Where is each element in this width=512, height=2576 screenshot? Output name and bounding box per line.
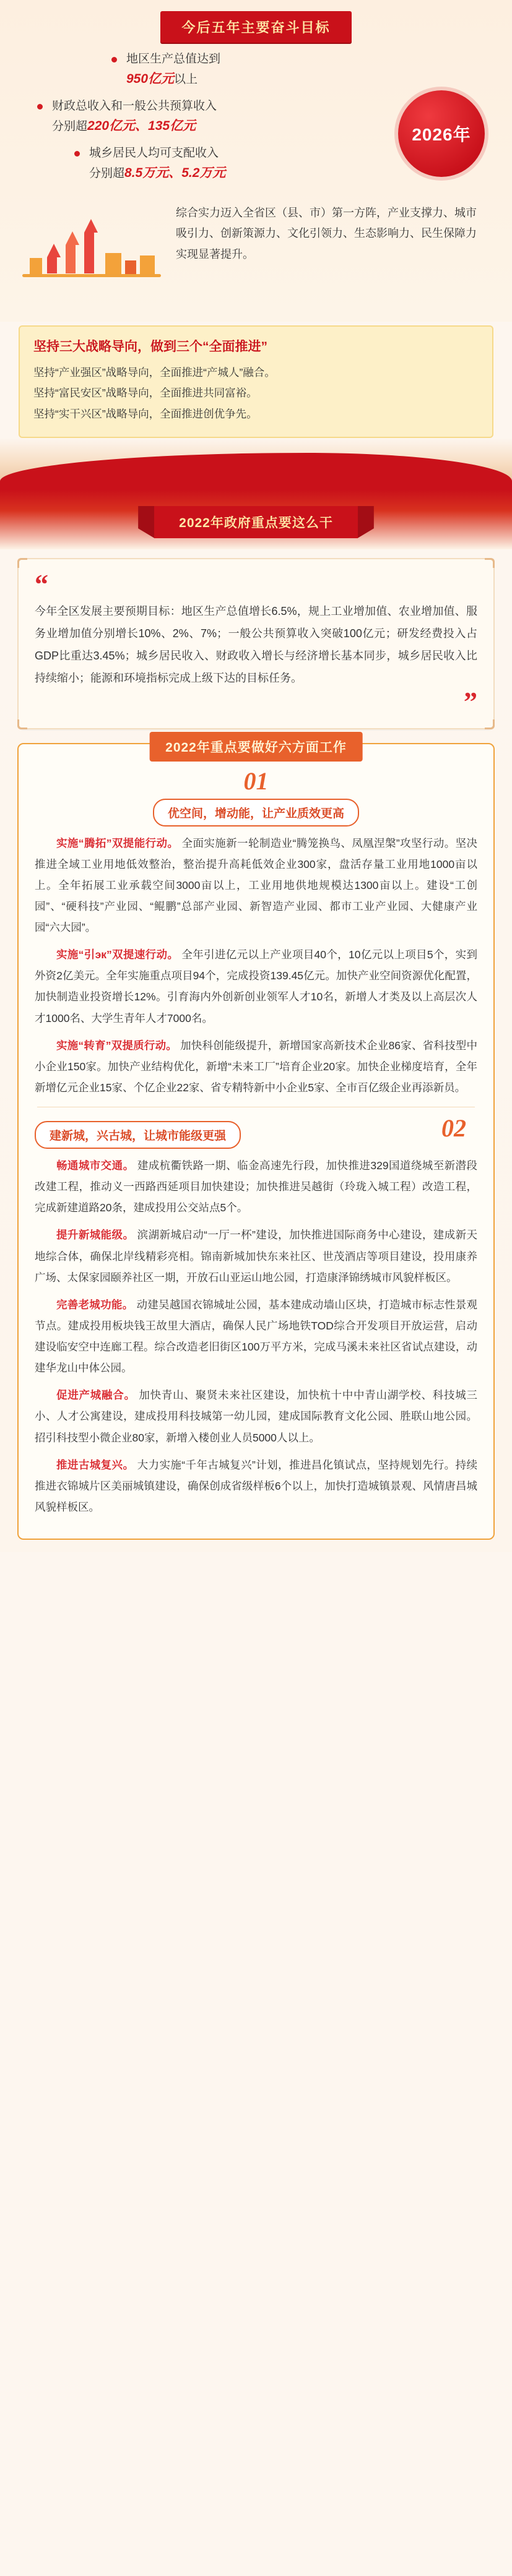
paragraph-lead: 推进古城复兴。	[56, 1458, 134, 1471]
growth-illustration	[19, 199, 167, 292]
section-2022-header-area	[0, 490, 512, 549]
goal-item	[121, 51, 487, 88]
paragraph-lead: 实施“引эк”双提速行动。	[56, 948, 179, 961]
strategy-card	[19, 325, 493, 438]
year-badge-label: 2026年	[412, 125, 471, 144]
building-shape	[105, 253, 121, 274]
bar-shape	[66, 244, 76, 273]
goal-value-1: 950亿元	[126, 71, 175, 86]
bullet-dot-icon	[37, 104, 43, 109]
block-01-paragraph	[35, 833, 477, 938]
intro-row	[0, 199, 512, 292]
arrow-up-icon	[66, 231, 79, 245]
bar-shape	[47, 256, 57, 273]
block-02-number: 02	[441, 1114, 466, 1143]
block-02-paragraph	[35, 1385, 477, 1448]
strategy-line: 坚持“产业强区”战略导向，全面推进“产城人”融合。	[33, 366, 276, 379]
paragraph-text: 建成杭衢铁路一期、临金高速先行段，加快推进329国道绕城至新潜段改建工程，推动义一西路西延项目加快建设；加快推进吴越街（玲珑入城工程）改造工程，完成新建道路20条，建成投用公交站点5个。	[35, 1159, 477, 1214]
paragraph-lead: 完善老城功能。	[56, 1298, 134, 1311]
block-02-paragraph	[35, 1224, 477, 1287]
goal-value-3: 8.5万元、5.2万元	[124, 165, 226, 180]
paragraph-text: 加快科创能级提升，新增国家高新技术企业86家、省科技型中小企业150家。加快产业结构优化，新增“未来工厂”培育企业20家。加快企业梯度培育，全年新增亿元企业15家、个亿企业22家、省专精特新中小企业5家、全市百亿级企业再添新员。	[35, 1039, 477, 1094]
bar-shape	[84, 231, 94, 273]
six-areas-title: 2022年重点要做好六方面工作	[149, 732, 363, 762]
paragraph-text: 动建吴越国衣锦城址公园，基本建成动墙山区块，打造城市标志性景观节点。建成投用板块钱王故里大酒店，确保人民广场地铁TOD综合开发项目开放运营，启动建设临安空中连廊工程。综合改造老旧街区100万平方米，完成马溪未来社区省试点建设，动建华龙山中体公园。	[35, 1298, 478, 1375]
goal-value-2: 220亿元、135亿元	[87, 118, 196, 133]
goal-item	[47, 98, 487, 135]
paragraph-text: 滨湖新城启动“一厅一杯”建设，加快推进国际商务中心建设，建成新天地综合体，确保北岸线精彩亮相。锦南新城加快东来社区、世茂酒店等项目建设，投用康养广场、太保家园颐养社区一期，开放石山亚运山地公园，打造康泽锦绣城市风貌样板区。	[35, 1229, 478, 1284]
bullet-dot-icon	[111, 57, 117, 62]
paragraph-text: 全年引进亿元以上产业项目40个，10亿元以上项目5个，实到外资2亿美元。全年实施重点项目94个，完成投资139.45亿元。加快产业空间资源优化配置，加快制造业投资增长12%。引育海内外创新创业领军人才10名，新增人才类及以上高层次人才1000名、大学生青年人才7000名。	[35, 948, 477, 1024]
strategy-line: 坚持“富民安区”战略导向，全面推进共同富裕。	[33, 387, 258, 400]
paragraph-lead: 实施“转育”双提质行动。	[56, 1039, 178, 1052]
block-01-head	[31, 766, 481, 826]
section-2022-title: 2022年政府重点要这么干	[154, 506, 358, 538]
arrow-up-icon	[84, 219, 98, 233]
goal-item	[84, 145, 487, 182]
ground-line	[22, 274, 161, 277]
corner-decor	[485, 558, 495, 568]
top-banner-section	[0, 0, 512, 322]
paragraph-text: 加快青山、聚贤未来社区建设，加快杭十中中青山湖学校、科技城三小、人才公寓建设，建成投用科技城第一幼儿园，建成国际教育文化公园、胜联山地公园。招引科技型小微企业80家，新增入楼创业人员5000人以上。	[35, 1389, 477, 1444]
goal-text-1: 地区生产总值达到	[126, 53, 221, 66]
block-02-paragraph	[35, 1155, 477, 1218]
paragraph-lead: 提升新城能级。	[56, 1229, 134, 1242]
strategy-title: 坚持三大战略导向，做到三个“全面推进”	[33, 340, 267, 354]
block-01-paragraph	[35, 944, 477, 1029]
corner-decor	[485, 719, 495, 729]
quote-open-icon: “	[35, 569, 48, 599]
banner-title: 今后五年主要奋斗目标	[160, 11, 351, 43]
strategy-line: 坚持“实干兴区”战略导向，全面推进创优争先。	[33, 407, 258, 420]
paragraph-lead: 实施“腾拓”双提能行动。	[56, 836, 179, 849]
six-areas-section	[17, 740, 495, 1540]
goal-tail-1: 以上	[174, 72, 198, 86]
work-block-02	[31, 1116, 481, 1518]
arrow-up-icon	[47, 244, 61, 257]
quote-close-icon: ”	[464, 686, 477, 717]
goal-text-2: 财政总收入和一般公共预算收入	[52, 100, 217, 113]
five-year-goals	[0, 45, 512, 199]
building-shape	[30, 258, 42, 274]
corner-decor	[17, 719, 27, 729]
red-wave-divider	[0, 438, 512, 481]
block-01-number: 01	[243, 766, 269, 795]
goal-prefix-2: 分别超	[52, 119, 88, 133]
wave-shape	[0, 453, 512, 481]
section-2022-body: 今年全区发展主要预期目标：地区生产总值增长6.5%，规上工业增加值、农业增加值、服务业增加值分别增长10%、2%、7%；一般公共预算收入突破100亿元；研发经费投入占GDP比重达3.45%；城乡居民收入、财政收入增长与经济增长基本同步，城乡居民收入比持续缩小；能源和环境指标完成上级下达的目标任务。	[35, 604, 477, 684]
paragraph-text: 大力实施“千年古城复兴”计划，推进昌化镇试点，坚持规划先行。持续推进衣锦城片区美丽城镇建设，确保创成省级样板6个以上，加快打造城镇景观、风情唐昌城风貌样板区。	[35, 1458, 478, 1513]
block-02-head	[31, 1116, 481, 1149]
paragraph-text: 全面实施新一轮制造业“腾笼换鸟、凤凰涅槃”攻坚行动。坚决推进全域工业用地低效整治，整治提升高耗低效企业300家，盘活存量工业用地1000亩以上。全年拓展工业承载空间3000亩以上，工业用地供地规模达1300亩以上。建设“工创园”、“硬科技”产业园、“鲲鹏”总部产业园、新智造产业园、都市工业产业园、大健康产业园“六大园”。	[35, 836, 477, 934]
block-01-subtitle: 优空间，增动能，让产业质效更高	[153, 799, 359, 826]
intro-text: 综合实力迈入全省区（县、市）第一方阵，产业支撑力、城市吸引力、创新策源力、文化引领力、生态影响力、民生保障力实现显著提升。	[176, 207, 477, 260]
section-2022-card	[17, 558, 495, 729]
block-01-paragraph	[35, 1035, 477, 1098]
corner-decor	[17, 558, 27, 568]
block-02-paragraph	[35, 1294, 477, 1379]
banner-ribbon-wrap	[0, 0, 512, 45]
paragraph-lead: 促进产城融合。	[56, 1389, 136, 1402]
paragraph-lead: 畅通城市交通。	[56, 1159, 134, 1172]
goal-text-3: 城乡居民人均可支配收入	[89, 147, 219, 160]
block-02-paragraph	[35, 1454, 477, 1518]
building-shape	[125, 260, 136, 274]
building-shape	[140, 255, 155, 274]
section-2022-head	[0, 490, 512, 543]
bullet-dot-icon	[74, 151, 80, 157]
work-block-01	[31, 766, 481, 1099]
red-band	[0, 481, 512, 490]
goal-prefix-3: 分别超	[89, 166, 125, 180]
block-02-subtitle: 建新城，兴古城，让城市能级更强	[35, 1121, 241, 1149]
